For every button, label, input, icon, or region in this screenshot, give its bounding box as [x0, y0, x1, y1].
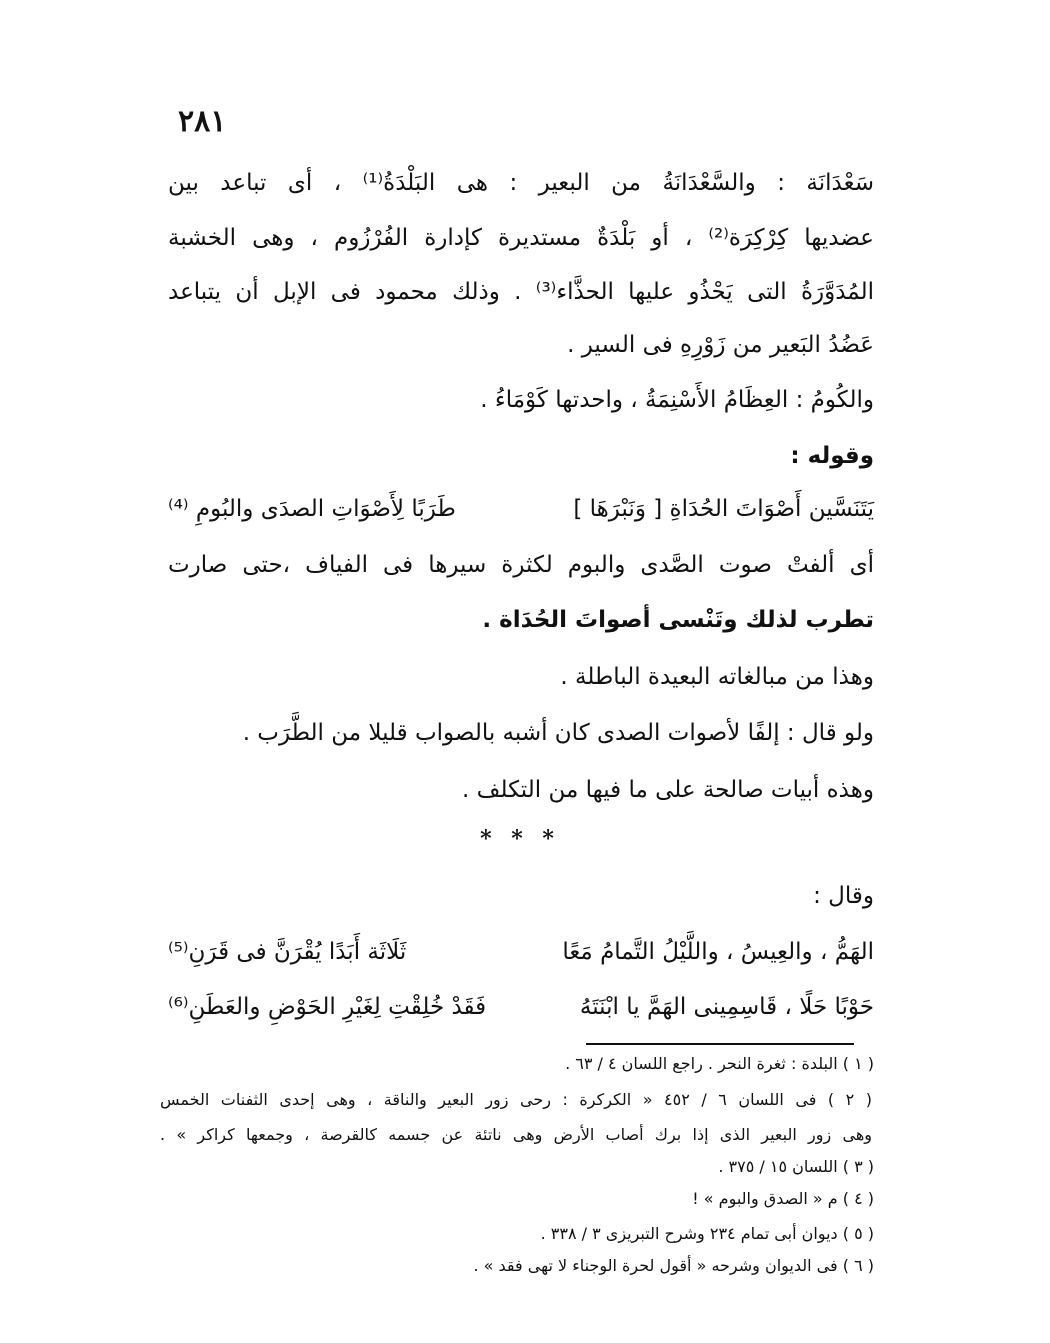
- footnote: ( ٤ ) م « الصدق والبوم » !: [692, 1189, 874, 1208]
- verse-intro: وقال :: [813, 883, 874, 909]
- body-line: وهذا من مبالغاته البعيدة الباطلة .: [560, 664, 874, 690]
- body-line: ولو قال : إلفًا لأصوات الصدى كان أشبه بالصواب قليلا من الطَّرَب .: [242, 720, 874, 746]
- footnote: ( ٥ ) ديوان أبى تمام ٢٣٤ وشرح التبريزى ٣ / ٣٣٨ .: [540, 1224, 874, 1243]
- verse-intro: وقوله :: [790, 443, 874, 469]
- body-line: وهذه أبيات صالحة على ما فيها من التكلف .: [462, 777, 874, 803]
- body-line: سَعْدَانَة : والسَّعْدَانَةُ من البعير : هى البَلْدَةُ⁽¹⁾ ، أى تباعد بين: [168, 170, 874, 196]
- section-separator: * * *: [480, 826, 560, 852]
- footnote-continuation: وهى زور البعير الذى إذا برك أصاب الأرض وهى ناتئة عن جسمه كالقرصة ، وجمعها كراكر » .: [160, 1125, 872, 1144]
- footnote: ( ٢ ) فى اللسان ٦ / ٤٥٢ « الكركرة : رحى زور البعير والناقة ، وهى إحدى الثفنات الخمس: [160, 1090, 873, 1109]
- body-line: عضديها كِرْكِرَة⁽²⁾ ، أو بَلْدَةٌ مستديرة كإدارة الفُرْزُوم ، وهى الخشبة: [168, 225, 874, 251]
- verse-hemistich-left: ثَلَاثَة أَبَدًا يُقْرَنَّ فى قَرَنِ⁽⁵⁾: [168, 939, 407, 965]
- verse-hemistich-left: فَقَدْ خُلِقْتِ لِغَيْرِ الحَوْضِ والعَطَنِ⁽⁶⁾: [168, 994, 487, 1020]
- body-line: المُدَوَّرَةُ التى يَحْذُو عليها الحذَّاء⁽³⁾ . وذلك محمود فى الإبل أن يتباعد: [168, 279, 875, 305]
- footnote: ( ٣ ) اللسان ١٥ / ٣٧٥ .: [718, 1157, 874, 1176]
- footnote: ( ٦ ) فى الديوان وشرحه « أقول لحرة الوجناء لا تهى فقد » .: [473, 1256, 874, 1275]
- verse-hemistich-right: الهَمُّ ، والعِيسُ ، واللَّيْلُ التَّمامُ مَعًا: [562, 939, 874, 965]
- body-line: تطرب لذلك وتَنْسى أصواتَ الحُدَاة .: [482, 607, 874, 633]
- body-line: والكُومُ : العِظَامُ الأَسْنِمَةُ ، واحدتها كَوْمَاءُ .: [480, 387, 874, 413]
- footnote-divider: [586, 1043, 854, 1045]
- verse-hemistich-left: طَرَبًا لِأَصْوَاتِ الصدَى والبُومِ ⁽⁴⁾: [168, 496, 456, 522]
- footnote: ( ١ ) البلدة : ثغرة النحر . راجع اللسان ٤ / ٦٣ .: [565, 1054, 874, 1073]
- verse-hemistich-right: يَتَنَسَّين أَصْوَاتَ الحُدَاةِ [ وَنَبْرَهَا ]: [573, 496, 874, 522]
- verse-hemistich-right: حَوْبًا حَلًا ، قَاسِمِينى الهَمَّ يا ابْنَتَهُ: [579, 994, 874, 1020]
- body-line: عَضُدُ البَعير من زَوْرِهِ فى السير .: [567, 332, 874, 358]
- body-line: أى ألفتْ صوت الصَّدى والبوم لكثرة سيرها فى الفياف ،حتى صارت: [168, 552, 874, 578]
- page-number: ٢٨١: [178, 104, 227, 139]
